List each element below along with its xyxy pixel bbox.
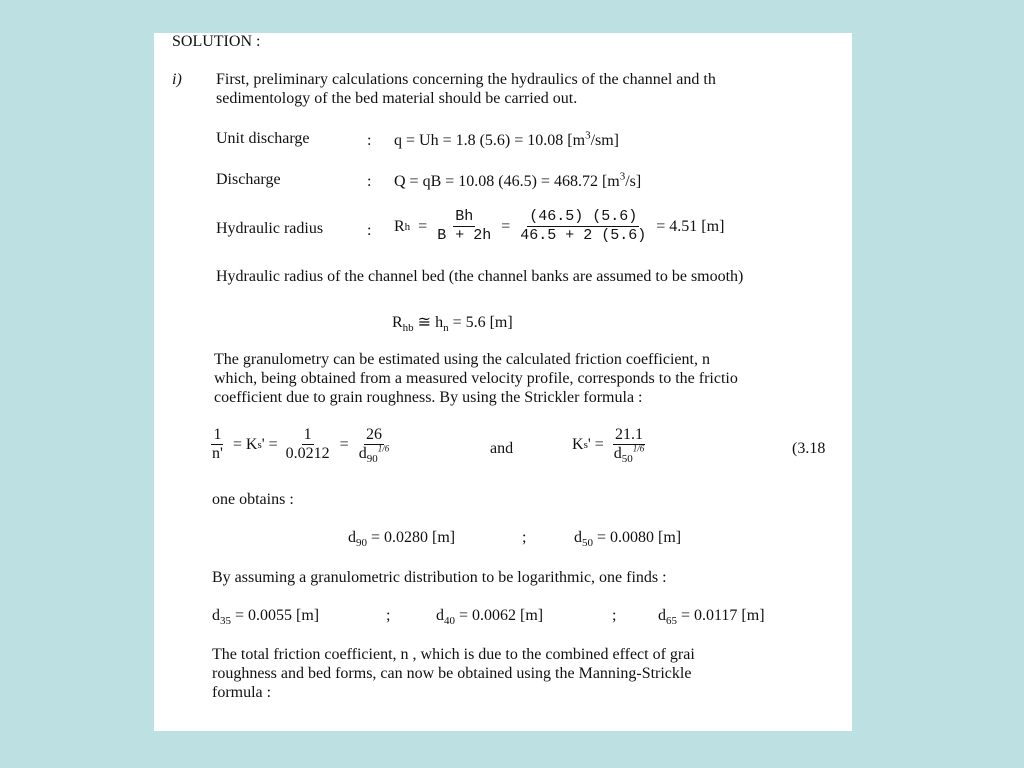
total-friction-line-2: roughness and bed forms, can now be obtained using the Manning-Strickle [212, 665, 692, 682]
intro-line-1: First, preliminary calculations concerning the hydraulics of the channel and th [216, 71, 716, 88]
bed-radius-text: Hydraulic radius of the channel bed (the channel banks are assumed to be smooth) [216, 268, 744, 285]
equation-number: (3.18 [792, 440, 826, 457]
fraction-21-over-d50: $\frac{21.1}{d_{50}^{1/6}}$ [613, 426, 645, 466]
granulometry-line-2: which, being obtained from a measured velocity profile, corresponds to the frictio [214, 370, 738, 387]
discharge-colon: : [367, 173, 372, 190]
discharge-equation: Q = qB = 10.08 (46.5) = 468.72 $[m^3/s]$ [394, 170, 642, 190]
hydraulic-radius-label: Hydraulic radius [216, 220, 324, 237]
separator-1: ; [522, 529, 527, 546]
unit-discharge-equation: q = Uh = 1.8 (5.6) = 10.08 $[m^3/sm]$ [394, 129, 620, 149]
d40-value: $d_{40} = 0.0062$ [m] [436, 607, 544, 628]
logarithmic-text: By assuming a granulometric distribution to be logarithmic, one finds : [212, 569, 667, 586]
d65-value: $d_{65} = 0.0117$ [m] [658, 607, 765, 628]
hydraulic-radius-equation: R h = $\frac{Bh}{B + 2h}$ = $\frac{(46.5) (5.6)}{46.5 + 2 (5.6)}$ = 4.51 [m] [394, 208, 725, 244]
granulometry-line-3: coefficient due to grain roughness. By using the Strickler formula : [214, 389, 643, 406]
strickler-equation-1: $\frac{1}{n'}$ = K s ' = $\frac{1}{0.0212}$ = $\frac{26}{d_{90}^{1/6}}$ [212, 426, 390, 466]
fraction-one-over-coefficient: $\frac{1}{0.0212}$ [285, 426, 330, 462]
one-obtains-text: one obtains : [212, 491, 294, 508]
hydraulic-radius-fraction-numeric: $\frac{(46.5) (5.6)}{46.5 + 2 (5.6)}$ [520, 208, 647, 244]
hydraulic-radius-fraction-symbolic: $\frac{Bh}{B + 2h}$ [437, 208, 492, 244]
unit-discharge-label: Unit discharge [216, 130, 310, 147]
and-word: and [490, 440, 514, 457]
separator-3: ; [612, 607, 617, 624]
d35-value: $d_{35} = 0.0055$ [m] [212, 607, 320, 628]
granulometry-line-1: The granulometry can be estimated using the calculated friction coefficient, n [214, 351, 710, 368]
d90-value: $d_{90} = 0.0280$ [m] [348, 529, 456, 550]
item-marker: i) [172, 71, 182, 88]
total-friction-line-1: The total friction coefficient, n , which is due to the combined effect of grai [212, 646, 695, 663]
d50-value: $d_{50} = 0.0080$ [m] [574, 529, 682, 550]
fraction-one-over-n: $\frac{1}{n'}$ [212, 426, 223, 462]
intro-line-2: sedimentology of the bed material should be carried out. [216, 90, 578, 107]
discharge-label: Discharge [216, 171, 281, 188]
fraction-26-over-d90: $\frac{26}{d_{90}^{1/6}}$ [358, 426, 390, 466]
hydraulic-radius-colon: : [367, 222, 372, 239]
separator-2: ; [386, 607, 391, 624]
document-page [154, 33, 852, 731]
total-friction-line-3: formula : [212, 684, 272, 701]
rhb-equation: $R_{hb}$ ≅ $h_n = 5.6$ [m] [392, 314, 513, 335]
strickler-equation-2: K s ' = $\frac{21.1}{d_{50}^{1/6}}$ [572, 426, 645, 466]
solution-heading: SOLUTION : [172, 33, 261, 50]
unit-discharge-colon: : [367, 132, 372, 149]
